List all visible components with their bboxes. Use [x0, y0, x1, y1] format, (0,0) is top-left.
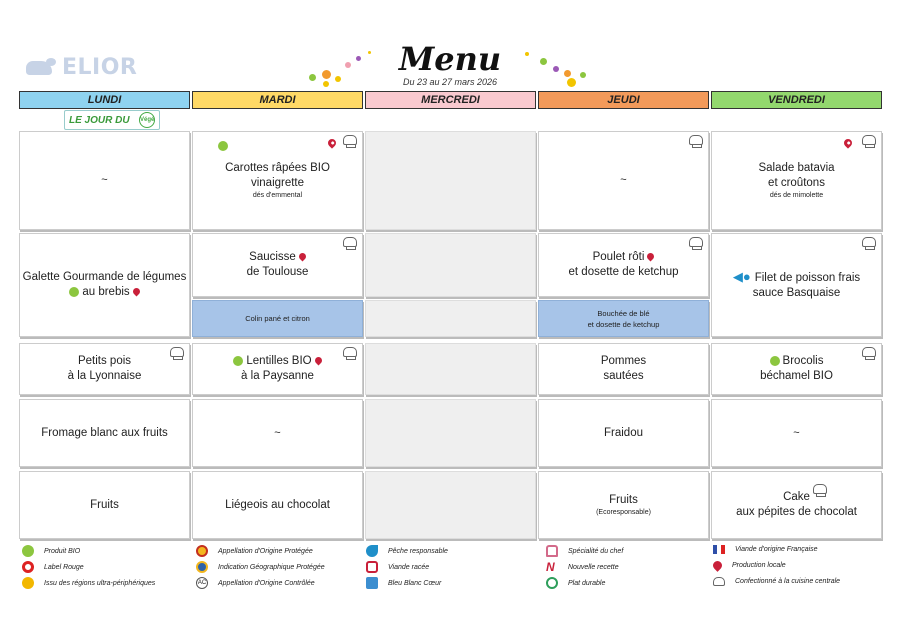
dish-name: Brocolis	[782, 355, 824, 367]
none-mark: ~	[620, 174, 627, 186]
dish-name: au brebis	[82, 286, 130, 298]
bio-icon	[218, 141, 228, 151]
dish-name: et dosette de ketchup	[568, 266, 679, 278]
none-mark: ~	[101, 174, 108, 186]
day-header-lundi: LUNDI	[19, 91, 190, 109]
chef-hat-icon	[170, 347, 184, 357]
menu-cell-jeudi-alternative	[538, 300, 709, 337]
menu-cell-mercredi-starter	[365, 131, 536, 230]
sustainable-icon	[546, 577, 558, 589]
dish-name: Poulet rôti	[592, 251, 645, 263]
menu-cell-lundi-main	[19, 233, 190, 337]
location-pin-icon	[711, 559, 724, 572]
fish-icon: ◀●	[732, 269, 751, 284]
menu-cell-jeudi-dessert	[538, 471, 709, 539]
day-header-jeudi: JEUDI	[538, 91, 709, 109]
menu-cell-lundi-dessert	[19, 471, 190, 539]
aoc-icon: AC	[196, 577, 208, 589]
bio-leaf-icon	[22, 545, 34, 557]
legend-item: Issu des régions ultra-périphériques	[22, 577, 155, 589]
dish-name: Fruits	[609, 493, 638, 506]
chef-hat-icon	[343, 135, 357, 145]
dish-detail: dés d'emmental	[252, 191, 303, 199]
chef-hat-icon	[343, 347, 357, 357]
aop-icon	[196, 545, 208, 557]
menu-cell-mardi-dairy	[192, 399, 363, 467]
menu-cell-mercredi-alternative	[365, 300, 536, 337]
new-recipe-icon: N	[546, 560, 555, 574]
dish-name: Cake	[783, 491, 810, 503]
menu-cell-mercredi-side	[365, 343, 536, 395]
dish-name: aux pépites de chocolat	[736, 506, 857, 518]
legend-item: N Nouvelle recette	[546, 560, 619, 574]
dish-name: Petits pois	[77, 355, 132, 367]
bio-icon	[233, 356, 243, 366]
day-header-vendredi: VENDREDI	[711, 91, 882, 109]
dish-name: Salade batavia	[758, 161, 835, 174]
page-title: Menu	[398, 40, 502, 78]
dish-name: Bouchée de blé	[597, 308, 650, 318]
chef-hat-icon	[343, 237, 357, 247]
dish-name: Fromage blanc aux fruits	[41, 426, 168, 439]
legend-item: Production locale	[713, 561, 786, 570]
legend-item: Bleu Blanc Cœur	[366, 577, 441, 589]
menu-cell-vendredi-dessert	[711, 471, 882, 539]
label-rouge-icon	[22, 561, 34, 573]
dish-name: Colin pané et citron	[245, 314, 310, 323]
legend-item: Viande racée	[366, 561, 429, 573]
chef-hat-icon	[689, 135, 703, 145]
dish-name: Filet de poisson frais	[754, 272, 861, 284]
dish-name: Lentilles BIO	[246, 355, 312, 367]
legend-item: Confectionné à la cuisine centrale	[713, 577, 840, 586]
none-mark: ~	[274, 426, 281, 439]
logo-text: ELIOR	[62, 55, 138, 80]
badge-text: LE JOUR DU	[69, 114, 130, 126]
menu-cell-mercredi-main	[365, 233, 536, 297]
chef-hat-icon	[813, 484, 827, 494]
menu-cell-mercredi-dairy	[365, 399, 536, 467]
location-pin-icon	[326, 137, 337, 148]
dish-name: Galette Gourmande de légumes	[22, 271, 187, 283]
jour-du-vege-badge	[64, 110, 160, 130]
menu-cell-lundi-dairy	[19, 399, 190, 467]
location-pin-icon	[131, 287, 141, 297]
bleu-blanc-coeur-icon	[366, 577, 378, 589]
menu-cell-lundi-starter	[19, 131, 190, 230]
rup-icon	[22, 577, 34, 589]
chef-hat-icon	[862, 135, 876, 145]
legend-item: Viande d'origine Française	[713, 545, 818, 554]
breed-meat-icon	[366, 561, 378, 573]
dish-name: Carottes râpées BIO	[225, 161, 330, 174]
menu-cell-mardi-dessert	[192, 471, 363, 539]
location-pin-icon	[297, 252, 307, 262]
legend-item: Label Rouge	[22, 561, 84, 573]
menu-cell-lundi-side	[19, 343, 190, 395]
chef-hat-icon	[862, 347, 876, 357]
menu-cell-vendredi-side	[711, 343, 882, 395]
menu-cell-vendredi-main	[711, 233, 882, 337]
location-pin-icon	[646, 252, 656, 262]
dish-name: Liégeois au chocolat	[225, 498, 330, 511]
menu-cell-vendredi-starter	[711, 131, 882, 230]
dish-name: Fraidou	[604, 426, 643, 439]
menu-cell-mardi-starter	[192, 131, 363, 230]
dish-detail: (Ecoresponsable)	[596, 508, 651, 516]
legend-item: Produit BIO	[22, 545, 80, 557]
dish-name: sauce Basquaise	[752, 287, 841, 299]
dish-name: et dosette de ketchup	[587, 319, 660, 329]
dish-name: et croûtons	[768, 176, 825, 189]
dish-name: à la Lyonnaise	[67, 370, 142, 382]
dish-name: béchamel BIO	[760, 370, 833, 382]
legend-item: Plat durable	[546, 577, 605, 589]
dish-name: Fruits	[90, 498, 119, 511]
menu-cell-jeudi-side	[538, 343, 709, 395]
legend-item: Spécialité du chef	[546, 545, 623, 557]
legend-item: Appellation d'Origine Protégée	[196, 545, 313, 557]
location-pin-icon	[313, 356, 323, 366]
dish-detail: dés de mimolette	[769, 191, 824, 199]
french-flag-icon	[713, 545, 725, 554]
legend-item: Pêche responsable	[366, 545, 448, 557]
chef-special-icon	[546, 545, 558, 557]
dish-name: sautées	[603, 370, 644, 382]
menu-cell-jeudi-starter	[538, 131, 709, 230]
legend-item: Indication Géographique Protégée	[196, 561, 325, 573]
vege-icon: Végé	[139, 112, 155, 128]
menu-cell-mercredi-dessert	[365, 471, 536, 539]
dish-name: de Toulouse	[246, 266, 309, 278]
menu-cell-jeudi-dairy	[538, 399, 709, 467]
fish-icon	[366, 545, 378, 557]
day-header-mardi: MARDI	[192, 91, 363, 109]
none-mark: ~	[793, 426, 800, 439]
dish-name: à la Paysanne	[241, 370, 314, 382]
bio-icon	[770, 356, 780, 366]
igp-icon	[196, 561, 208, 573]
menu-cell-mardi-side	[192, 343, 363, 395]
menu-cell-mardi-main	[192, 233, 363, 297]
chef-hat-icon	[689, 237, 703, 247]
day-header-mercredi: MERCREDI	[365, 91, 536, 109]
chef-hat-icon	[713, 577, 725, 586]
dish-name: Saucisse	[249, 251, 296, 263]
menu-cell-mardi-alternative	[192, 300, 363, 337]
dish-name: vinaigrette	[250, 176, 305, 189]
menu-cell-vendredi-dairy	[711, 399, 882, 467]
location-pin-icon	[842, 137, 853, 148]
bio-icon	[69, 287, 79, 297]
chef-hat-icon	[862, 237, 876, 247]
dish-name: Pommes	[600, 355, 647, 367]
legend-item: AC Appellation d'Origine Contrôlée	[196, 577, 315, 589]
date-range: Du 23 au 27 mars 2026	[402, 77, 498, 87]
menu-cell-jeudi-main	[538, 233, 709, 297]
